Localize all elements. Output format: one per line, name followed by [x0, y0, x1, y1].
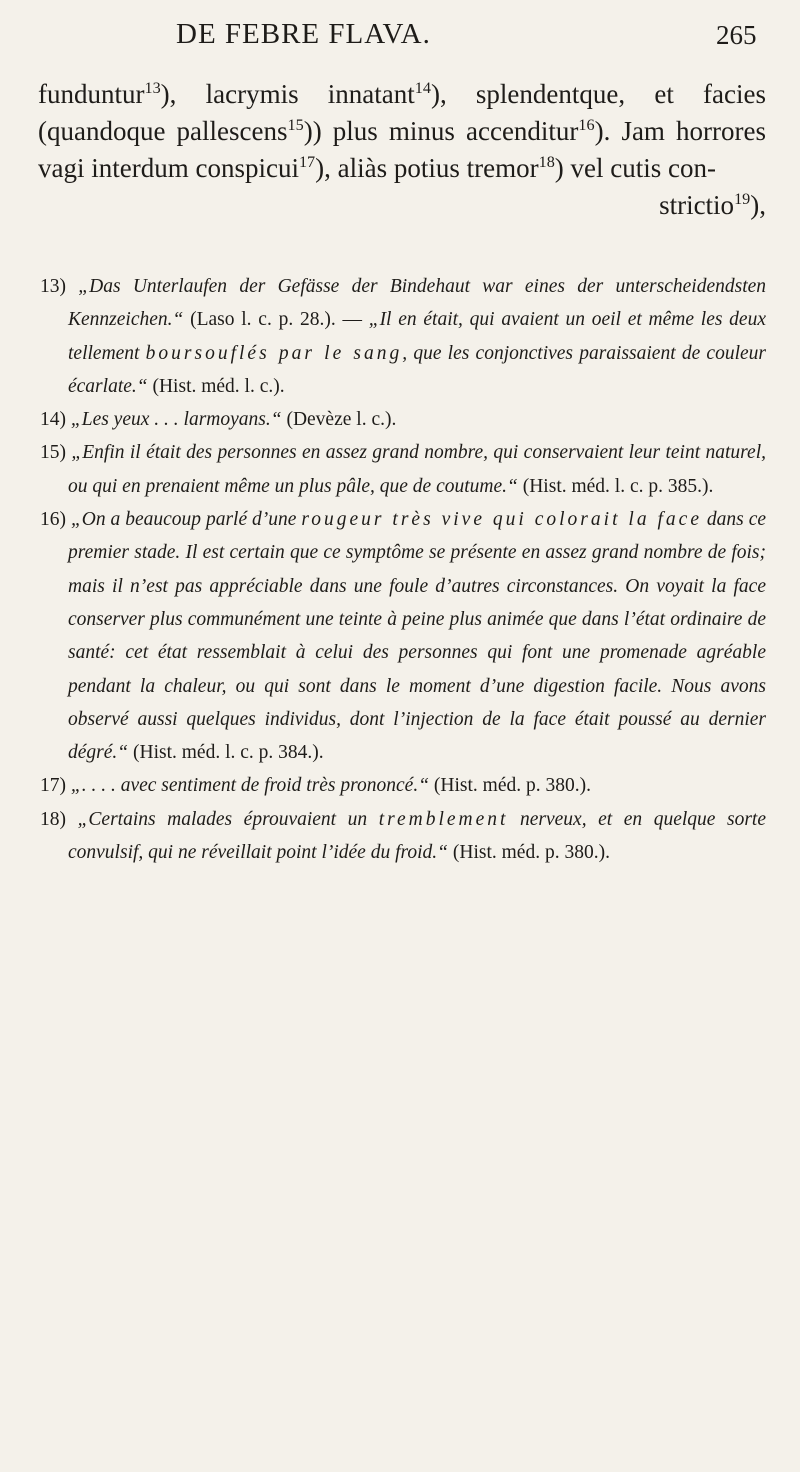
footnote-quote: „Il en était, qui avaient un oeil et même les deux tellement: [68, 309, 766, 364]
footnote-quote: „On a beaucoup parlé d’une: [70, 509, 302, 531]
footnote-number: 13): [40, 276, 66, 297]
footnote-ref: 19: [734, 190, 751, 208]
footnote-citation: (Hist. méd. l. c. p. 385.).: [517, 475, 714, 497]
footnote-number: 15): [40, 442, 66, 464]
footnote-citation: (Hist. méd. p. 380.).: [429, 775, 591, 797]
footnote-ref: 17: [298, 153, 316, 171]
footnote-quote: rougeur très vive qui colorait la face: [301, 509, 702, 531]
footnote-number: 16): [40, 509, 66, 531]
footnote-quote: „Das Unterlaufen der Gefässe der Bindehaut war eines der unterscheidendsten Kennzeichen.“: [68, 276, 767, 331]
footnote: [40, 436, 766, 503]
main-paragraph-end: strictio$^{19}$),: [659, 190, 766, 220]
footnote-quote: „Les yeux . . . larmoyans.“: [70, 409, 282, 431]
footnote-number: 14): [40, 409, 66, 431]
page-header: [0, 18, 800, 62]
footnote: [40, 503, 766, 769]
footnote-quote: boursouflés par le sang: [145, 342, 403, 364]
footnote: [40, 270, 766, 403]
footnote: [40, 803, 766, 870]
footnote-ref: 16: [578, 116, 595, 134]
footnote-ref: 18: [538, 153, 555, 171]
footnote-quote: dans ce premier stade. Il est certain que ce symptôme se présente en assez grand nombre de fois; mais il n’est pas appréciable dans une foule d’autres circonstances. On voyait la face conserver plus communément une teinte à peine plus animée que dans l’état ordinaire de santé: cet état ressemblait à celui des personnes qui font une promenade agréable pendant la chaleur, ou qui sont dans le moment d’une digestion facile. Nous avons observé aussi quelques individus, dont l’injection de la face était poussé au dernier dégré.“: [68, 509, 767, 764]
main-text: [38, 76, 766, 224]
footnote-ref: 13: [144, 79, 161, 97]
main-paragraph: funduntur$^{13}$), lacrymis innatant$^{14}$), splendentque, et facies (quandoque pallescens$^{15}$)) plus minus accenditur$^{16}$). Jam horrores vagi interdum conspicui$^{17}$), aliàs potius tremor$^{18}$) vel cutis con-: [38, 79, 766, 183]
footnote-citation: (Hist. méd. l. c.).: [147, 375, 285, 397]
page-number: 265: [716, 20, 757, 50]
footnote-quote: , que les conjonctives paraissaient de couleur écarlate.“: [68, 342, 766, 397]
footnote: [40, 403, 766, 436]
footnote-quote: tremblement: [378, 808, 509, 830]
footnotes: [40, 270, 766, 869]
footnote-number: 17): [40, 775, 66, 797]
footnote-ref: 15: [287, 116, 304, 134]
footnote-citation: (Hist. méd. p. 380.).: [448, 842, 610, 864]
footnote-quote: „. . . . avec sentiment de froid très prononcé.“: [70, 775, 430, 797]
footnote-quote: „Certains malades éprouvaient un: [77, 808, 379, 830]
footnote-quote: nerveux, et en quelque sorte convulsif, qui ne réveillait point l’idée du froid.“: [68, 808, 767, 864]
footnote-citation: (Devèze l. c.).: [281, 409, 397, 431]
footnote-number: 18): [40, 808, 66, 830]
footnote-quote: „Enfin il était des personnes en assez grand nombre, qui conservaient leur teint naturel, ou qui en prenaient même un plus pâle, que de coutume.“: [68, 442, 767, 497]
footnote: [40, 769, 766, 802]
footnote-citation: (Laso l. c. p. 28.). —: [183, 309, 369, 331]
footnote-ref: 14: [414, 79, 431, 97]
running-title: DE FEBRE FLAVA.: [176, 18, 431, 50]
footnote-citation: (Hist. méd. l. c. p. 384.).: [128, 742, 324, 764]
